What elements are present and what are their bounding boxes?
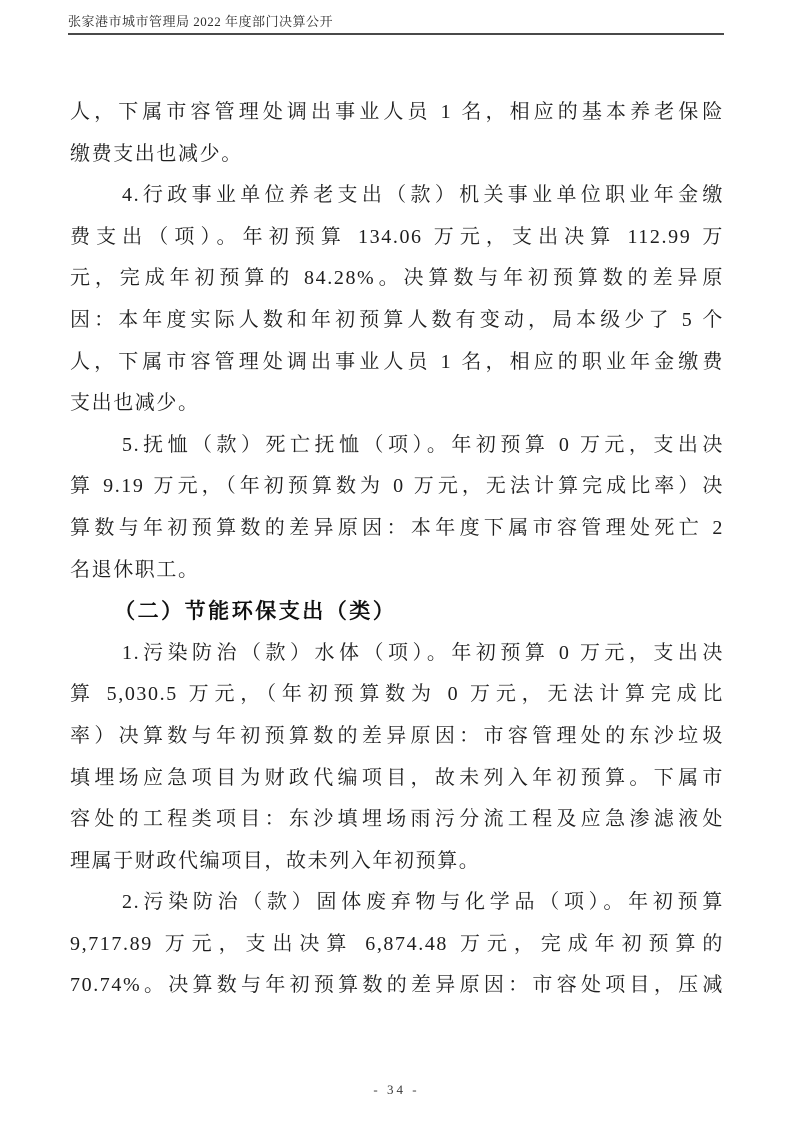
text-line: 1.污染防治（款）水体（项）。年初预算 0 万元，支出决 <box>122 641 724 664</box>
text-line: 人，下属市容管理处调出事业人员 1 名，相应的基本养老保险 <box>70 101 724 123</box>
text-line: 填埋场应急项目为财政代编项目，故未列入年初预算。下属市 <box>70 766 724 789</box>
text-line: 容处的工程类项目：东沙填埋场雨污分流工程及应急渗滤液处 <box>70 808 724 831</box>
text-line: 算 5,030.5 万元，（年初预算数为 0 万元，无法计算完成比 <box>70 683 724 706</box>
text-line: 支出也减少。 <box>70 392 200 415</box>
page-number: - 34 - <box>373 1082 420 1097</box>
text-line: 费支出（项）。年初预算 134.06 万元，支出决算 112.99 万 <box>70 225 724 248</box>
text-line: 名退休职工。 <box>70 558 200 581</box>
text-line: 70.74%。决算数与年初预算数的差异原因：市容处项目，压减 <box>70 974 724 997</box>
text-line: 人，下属市容管理处调出事业人员 1 名，相应的职业年金缴费 <box>70 350 724 373</box>
text-line: 9,717.89 万元，支出决算 6,874.48 万元，完成年初预算的 <box>70 932 724 955</box>
text-line: 算 9.19 万元，（年初预算数为 0 万元，无法计算完成比率）决 <box>70 475 724 498</box>
header-title: 张家港市城市管理局 2022 年度部门决算公开 <box>68 14 334 29</box>
page-header <box>68 11 724 35</box>
text-line: 理属于财政代编项目，故未列入年初预算。 <box>70 849 481 872</box>
text-line: 因：本年度实际人数和年初预算人数有变动，局本级少了 5 个 <box>70 308 724 331</box>
text-line: 元，完成年初预算的 84.28%。决算数与年初预算数的差异原 <box>70 267 724 290</box>
document-body <box>70 92 724 1007</box>
text-line: 率）决算数与年初预算数的差异原因：市容管理处的东沙垃圾 <box>70 724 724 747</box>
text-line: 2.污染防治（款）固体废弃物与化学品（项）。年初预算 <box>122 891 724 914</box>
text-line: 算数与年初预算数的差异原因：本年度下属市容管理处死亡 2 <box>70 516 724 539</box>
text-line: 4.行政事业单位养老支出（款）机关事业单位职业年金缴 <box>122 184 724 207</box>
section-heading: （二）节能环保支出（类） <box>114 599 397 624</box>
text-line: 缴费支出也减少。 <box>70 142 243 165</box>
text-line: 5.抚恤（款）死亡抚恤（项）。年初预算 0 万元，支出决 <box>122 433 724 456</box>
